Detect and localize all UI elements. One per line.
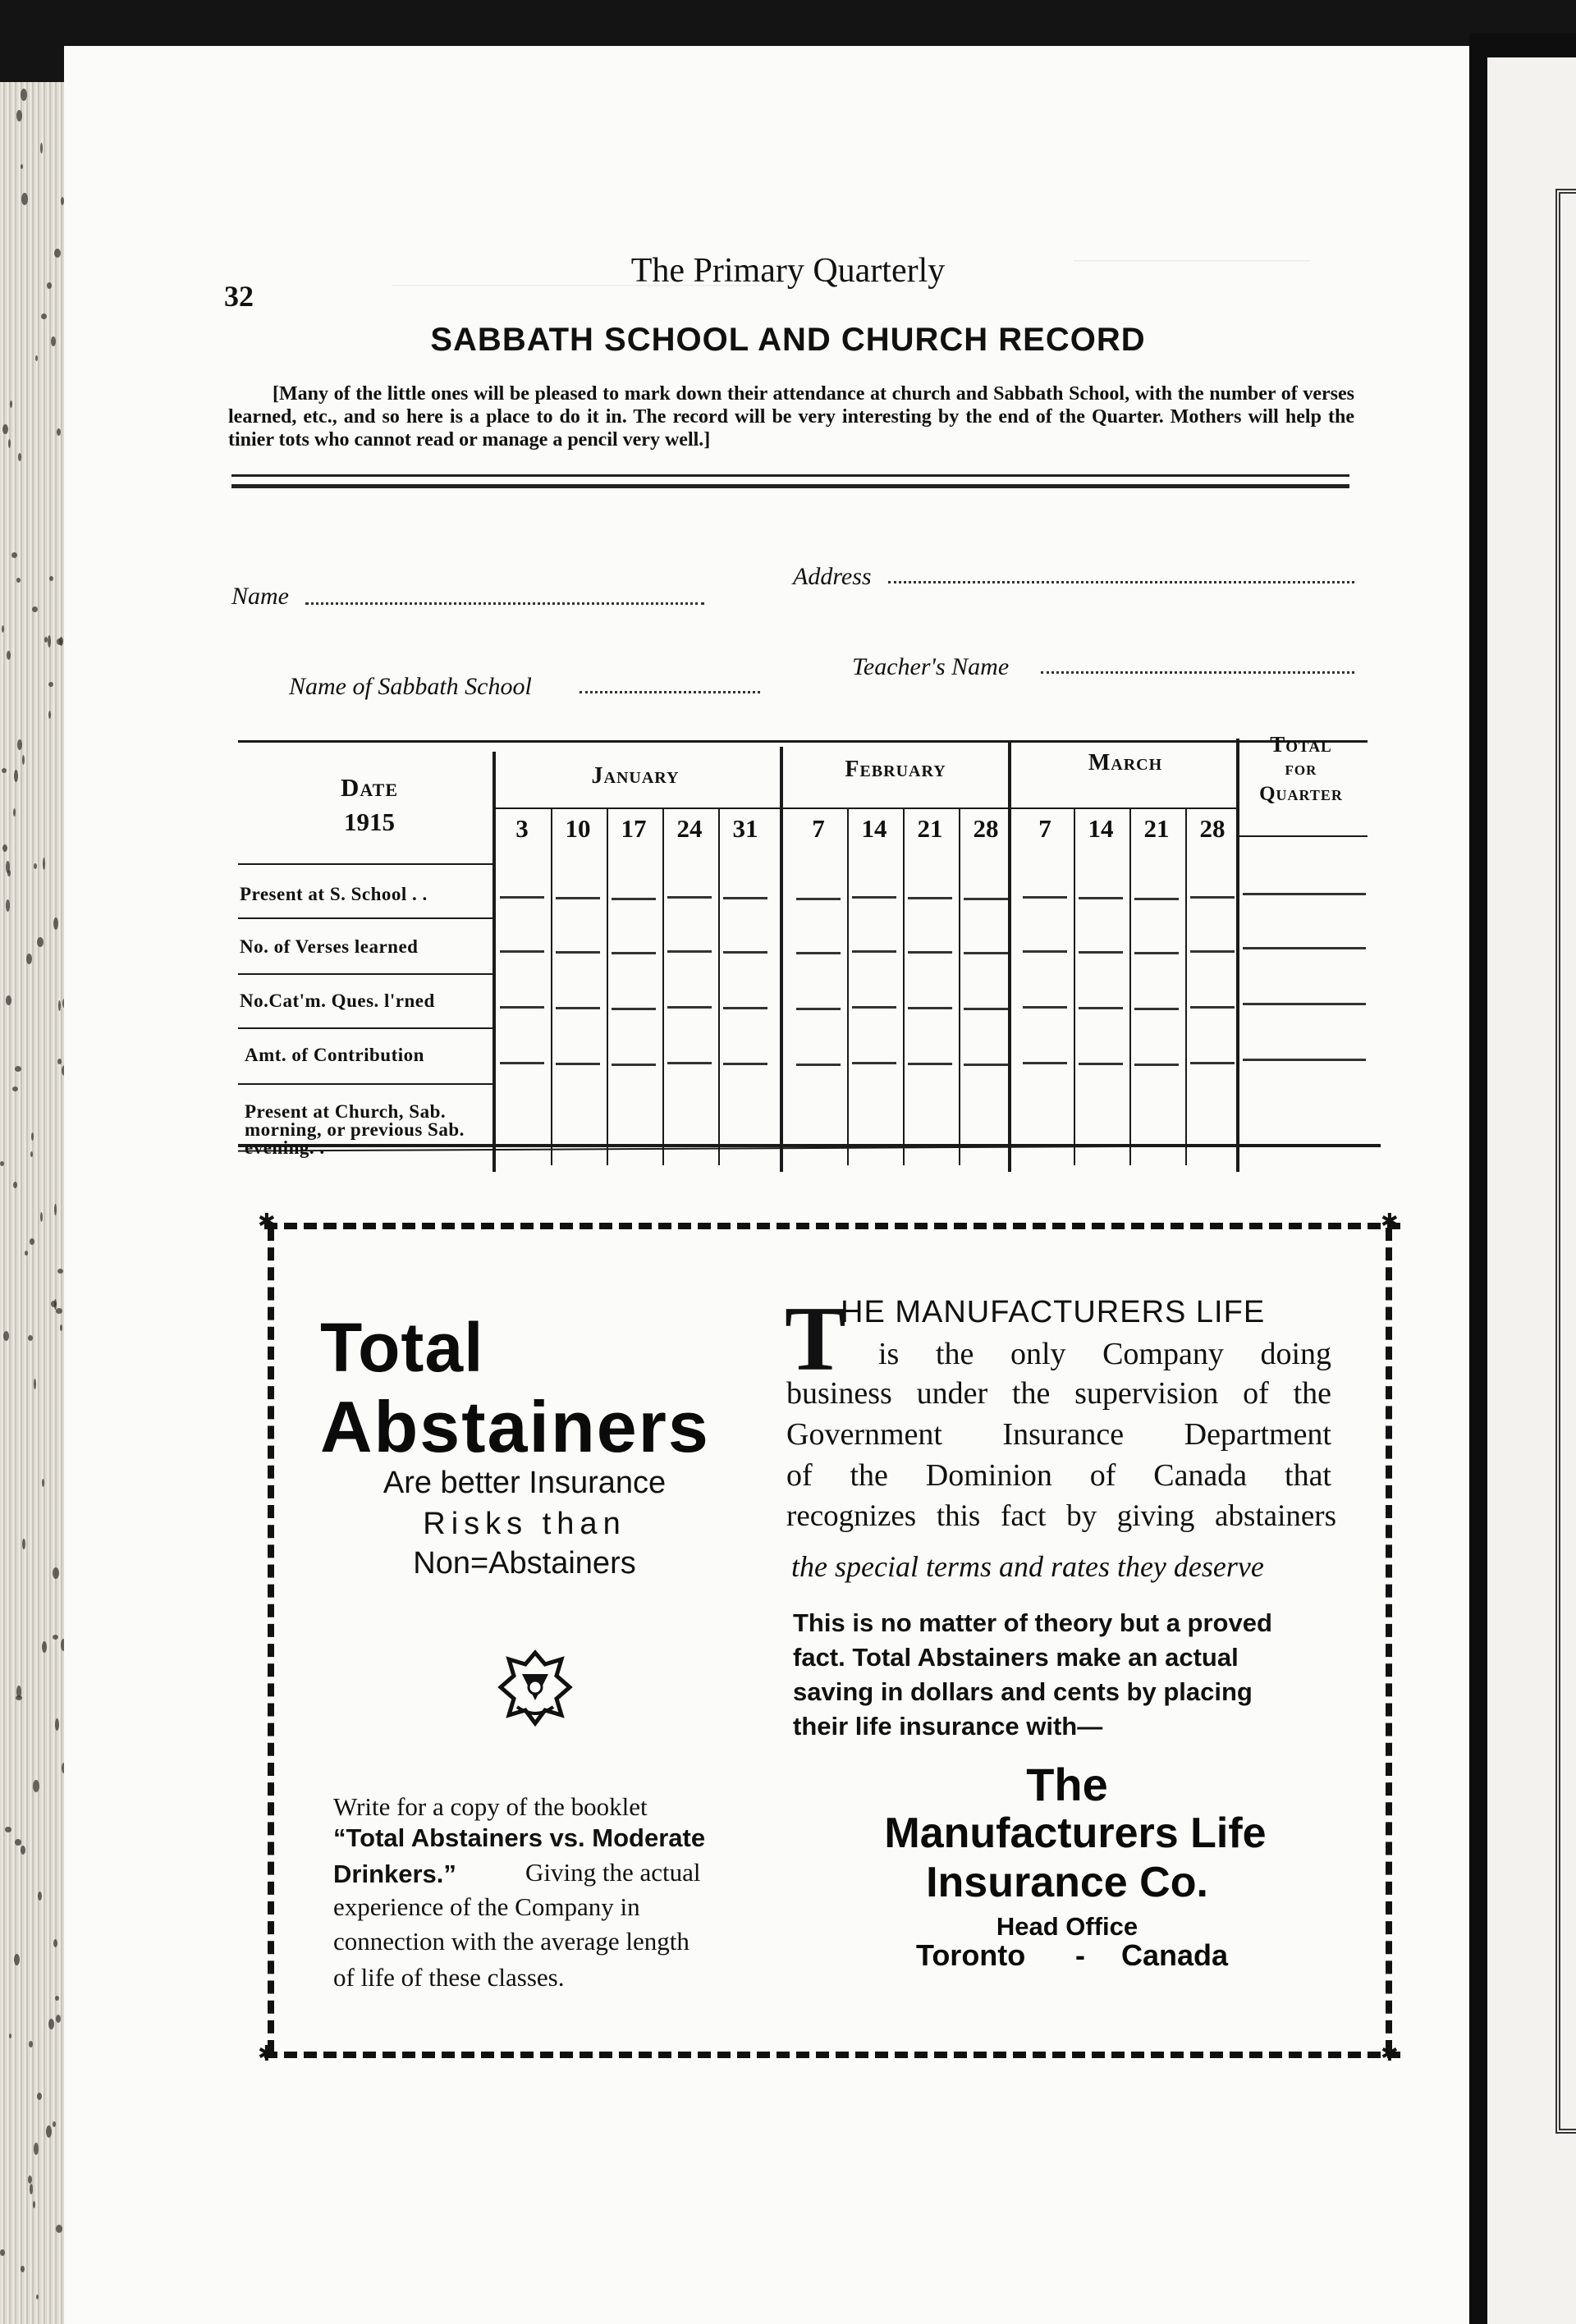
table-top-rule xyxy=(238,740,1368,743)
table-cell[interactable] xyxy=(556,897,600,899)
name-label: Name xyxy=(231,583,289,610)
page-edge-speckle xyxy=(60,1324,62,1331)
page-edge-speckle xyxy=(31,1132,34,1141)
page-edge-speckle xyxy=(6,861,10,873)
page-edge-speckle xyxy=(15,1066,21,1072)
table-cell[interactable] xyxy=(852,896,896,899)
page-edge-speckle xyxy=(18,453,21,461)
day-header: 24 xyxy=(676,814,703,843)
page-edge-speckle xyxy=(53,1635,58,1640)
day-column-rule xyxy=(662,807,664,1165)
page-edge-speckle xyxy=(26,954,32,964)
page-edge-speckle xyxy=(0,2249,5,2256)
page-edge-speckle xyxy=(11,552,17,558)
ad-sub-3: Non=Abstainers xyxy=(413,1546,636,1581)
table-cell[interactable] xyxy=(723,897,767,899)
page-edge-speckle xyxy=(42,1641,47,1653)
ad-sub-2: Risks than xyxy=(423,1507,626,1541)
school-field[interactable] xyxy=(580,679,760,693)
table-cell[interactable] xyxy=(852,950,896,953)
page-edge-speckle xyxy=(36,2294,39,2299)
row-label-church: Present at Church, Sab. morning, or previous Sab. evening. . xyxy=(245,1101,465,1158)
page-edge-speckle xyxy=(38,1892,42,1901)
booklet-line-6: of life of these classes. xyxy=(333,1963,565,1992)
page-edge-speckle xyxy=(53,1939,57,1947)
page-edge-speckle xyxy=(54,1299,57,1310)
day-header: 28 xyxy=(973,814,999,843)
page-edge-speckle xyxy=(48,711,51,719)
page-edge-speckle xyxy=(49,576,53,581)
day-column-rule xyxy=(607,807,608,1165)
body-line-6: recognizes this fact by giving abstainers xyxy=(786,1499,1336,1533)
booklet-line-3b: Giving the actual xyxy=(525,1858,701,1887)
page-edge-speckle xyxy=(9,2034,11,2038)
page-edge-speckle xyxy=(21,89,27,101)
day-header: 14 xyxy=(1088,814,1114,843)
month-february: February xyxy=(845,757,946,782)
table-cell[interactable] xyxy=(723,1063,767,1065)
page-number: 32 xyxy=(224,280,254,313)
page-edge-speckle xyxy=(48,682,53,687)
ad-border-bottom xyxy=(264,2052,1400,2058)
day-header: 3 xyxy=(515,814,529,843)
table-cell[interactable] xyxy=(500,1062,544,1064)
teacher-field[interactable] xyxy=(1041,660,1354,674)
page-edge-speckle xyxy=(40,143,43,153)
day-column-rule xyxy=(718,807,720,1165)
page-edge-speckle xyxy=(21,1846,25,1855)
office-country: Canada xyxy=(1121,1938,1229,1972)
page-edge-speckle xyxy=(8,439,11,448)
body-line-5: of the Dominion of Canada that xyxy=(786,1458,1331,1493)
page-edge-speckle xyxy=(54,1204,57,1215)
page-edge-speckle xyxy=(2,844,7,852)
booklet-line-2: “Total Abstainers vs. Moderate xyxy=(333,1823,706,1852)
day-header: 7 xyxy=(1038,814,1051,843)
day-header: 7 xyxy=(812,814,825,843)
table-cell[interactable] xyxy=(796,1064,841,1066)
page-edge-speckle xyxy=(44,637,48,643)
month-name-rule xyxy=(492,807,1236,809)
page-edge-speckle xyxy=(16,110,22,121)
total-cell[interactable] xyxy=(1243,893,1366,895)
table-cell[interactable] xyxy=(1134,1008,1179,1010)
total-header-quarter: Quarter xyxy=(1259,783,1343,805)
page-edge-speckle xyxy=(13,1182,17,1188)
day-header: 21 xyxy=(1143,814,1170,843)
day-header: 17 xyxy=(621,814,647,843)
page-edge-speckle xyxy=(15,1839,21,1846)
office-city: Toronto xyxy=(916,1938,1026,1972)
table-cell[interactable] xyxy=(556,951,600,954)
page-edge-speckle xyxy=(25,1251,28,1256)
page-edge-speckle xyxy=(46,2125,52,2138)
page-edge-speckle xyxy=(14,1954,20,1965)
table-cell[interactable] xyxy=(1134,898,1179,900)
table-cell[interactable] xyxy=(1079,897,1123,899)
table-cell[interactable] xyxy=(667,896,712,899)
row-rule xyxy=(238,973,492,975)
page-edge-speckle xyxy=(56,1308,62,1314)
bold-line-2: fact. Total Abstainers make an actual xyxy=(793,1643,1239,1672)
table-cell[interactable] xyxy=(908,1063,952,1065)
bleed-through-text: —————————————— xyxy=(392,268,760,297)
page-edge-speckle xyxy=(56,2015,61,2023)
page-edge-speckle xyxy=(30,2184,33,2194)
page-edge-speckle xyxy=(6,995,11,1005)
page-edge-speckle xyxy=(33,1780,39,1792)
page-edge-speckle xyxy=(22,1539,25,1549)
year-header: 1915 xyxy=(344,807,395,836)
day-column-rule xyxy=(1185,807,1187,1165)
page-edge-speckle xyxy=(16,1686,21,1698)
record-intro xyxy=(228,382,1354,451)
day-header: 21 xyxy=(917,814,943,843)
page-edge-speckle xyxy=(7,651,11,660)
page-edge-speckle xyxy=(57,638,62,645)
name-field[interactable] xyxy=(305,591,704,605)
table-cell[interactable] xyxy=(667,950,712,953)
row-rule xyxy=(238,1083,492,1085)
row-label-present-school: Present at S. School . . xyxy=(240,884,428,904)
intro-paragraph: [Many of the little ones will be pleased to mark down their attendance at church and Sabbath School, with the number of verses learned, etc., and so here is a place to do it in. The record will be very interesting by the end of the Quarter. Mothers will help the tinier tots who cannot read or manage a pencil very well.] xyxy=(228,383,1354,451)
page-edge-speckle xyxy=(10,400,12,408)
total-cell[interactable] xyxy=(1243,1003,1366,1005)
booklet-line-1: Write for a copy of the booklet xyxy=(333,1792,648,1821)
table-cell[interactable] xyxy=(556,1063,600,1065)
month-march: March xyxy=(1088,750,1163,775)
page-edge-speckle xyxy=(34,2143,39,2155)
body-line-2: is the only Company doing xyxy=(878,1337,1331,1371)
day-column-rule xyxy=(1129,807,1131,1165)
ad-headline-total: Total xyxy=(320,1309,484,1386)
header-row-rule xyxy=(238,863,492,865)
month-separator xyxy=(1008,742,1011,1172)
table-cell[interactable] xyxy=(723,951,767,954)
table-cell[interactable] xyxy=(1079,951,1123,954)
day-column-rule xyxy=(903,807,905,1165)
page-edge-speckle xyxy=(40,1212,43,1222)
page-edge-speckle xyxy=(21,193,28,205)
table-cell[interactable] xyxy=(500,896,544,899)
page-edge-speckle xyxy=(53,917,58,930)
day-header: 10 xyxy=(565,814,591,843)
bold-line-4: their life insurance with— xyxy=(793,1712,1103,1741)
table-cell[interactable] xyxy=(1190,1006,1235,1009)
total-cell[interactable] xyxy=(1243,947,1366,949)
table-cell[interactable] xyxy=(1023,896,1067,899)
booklet-line-3: Drinkers.” xyxy=(333,1860,456,1888)
table-cell[interactable] xyxy=(964,952,1008,954)
table-cell[interactable] xyxy=(500,950,544,953)
table-cell[interactable] xyxy=(852,1062,896,1064)
bold-line-1: This is no matter of theory but a proved xyxy=(793,1608,1272,1637)
table-cell[interactable] xyxy=(1023,1006,1067,1009)
table-cell[interactable] xyxy=(612,1064,656,1066)
page-edge-speckle xyxy=(48,2019,54,2029)
company-name: Manufacturers Life xyxy=(884,1809,1267,1857)
bold-line-3: saving in dollars and cents by placing xyxy=(793,1677,1253,1706)
table-cell[interactable] xyxy=(852,1006,896,1009)
page-edge-speckle xyxy=(41,313,47,319)
table-cell[interactable] xyxy=(964,1008,1008,1010)
page-edge-speckle xyxy=(55,1996,59,2001)
page-edge-speckle xyxy=(28,2175,32,2184)
corner-ornament-icon: ✱ xyxy=(258,2042,276,2066)
table-cell[interactable] xyxy=(796,1008,841,1010)
booklet-line-5: connection with the average length xyxy=(333,1927,690,1956)
page-edge-speckle xyxy=(30,1238,34,1245)
table-cell[interactable] xyxy=(667,1062,712,1064)
table-cell[interactable] xyxy=(908,897,952,899)
table-cell[interactable] xyxy=(1023,950,1067,953)
day-column-rule xyxy=(1074,807,1075,1165)
ad-border-right xyxy=(1386,1228,1392,2053)
page-edge-speckle xyxy=(12,1087,18,1091)
page-edge-speckle xyxy=(37,937,44,947)
page-edge-speckle xyxy=(28,1335,33,1341)
total-cell[interactable] xyxy=(1243,1059,1366,1061)
bleed-through-text: ————————— xyxy=(1074,243,1310,272)
ad-headline-abstainers: Abstainers xyxy=(320,1386,710,1467)
table-cell[interactable] xyxy=(964,1064,1008,1066)
facing-page-border xyxy=(1555,189,1576,2134)
page-edge-speckle xyxy=(22,755,25,765)
page-edge-speckle xyxy=(42,1479,44,1487)
table-cell[interactable] xyxy=(796,952,841,954)
table-cell[interactable] xyxy=(1190,896,1235,899)
address-field[interactable] xyxy=(888,570,1354,583)
double-rule xyxy=(231,474,1349,477)
row-label-catechism: No.Cat'm. Ques. l'rned xyxy=(240,990,435,1011)
page-edge-speckle xyxy=(33,2201,35,2208)
day-header: 31 xyxy=(732,814,758,843)
row-rule xyxy=(238,917,492,919)
head-office-label: Head Office xyxy=(996,1912,1138,1941)
record-title: SABBATH SCHOOL AND CHURCH RECORD xyxy=(430,322,1146,358)
table-cell[interactable] xyxy=(1079,1007,1123,1009)
body-line-3: business under the supervision of the xyxy=(786,1376,1331,1411)
page-edge-speckle xyxy=(56,2225,62,2233)
corner-ornament-icon: ✱ xyxy=(258,1210,276,1233)
page-edge-speckle xyxy=(2,424,8,434)
page-edge-speckle xyxy=(2,625,4,633)
table-cell[interactable] xyxy=(500,1006,544,1009)
page-edge-speckle xyxy=(16,578,21,583)
page-edge-speckle xyxy=(6,899,10,912)
page-edge-speckle xyxy=(30,1151,33,1157)
body-line-1: HE MANUFACTURERS LIFE xyxy=(841,1295,1266,1329)
row-label-verses: No. of Verses learned xyxy=(240,936,419,957)
table-cell[interactable] xyxy=(556,1007,600,1009)
company-the: The xyxy=(1026,1759,1108,1810)
teacher-label: Teacher's Name xyxy=(852,653,1010,680)
day-header: 14 xyxy=(861,814,887,843)
page-edge-speckle xyxy=(2,768,7,773)
page-edge-speckle xyxy=(53,1567,59,1579)
day-header: 28 xyxy=(1199,814,1226,843)
page-edge-speckle xyxy=(34,1379,36,1389)
body-line-4: Government Insurance Department xyxy=(786,1417,1331,1452)
day-column-rule xyxy=(551,807,552,1165)
corner-ornament-icon: ✱ xyxy=(1381,2042,1399,2066)
page-edge-speckle xyxy=(0,1161,4,1166)
page-edge-speckle xyxy=(29,2041,33,2047)
table-cell[interactable] xyxy=(908,951,952,954)
school-label: Name of Sabbath School xyxy=(289,673,532,700)
page-edge-speckle xyxy=(57,428,61,436)
month-separator xyxy=(1236,739,1239,1172)
table-cell[interactable] xyxy=(1134,1064,1179,1066)
address-label: Address xyxy=(793,563,872,590)
total-header-for: for xyxy=(1285,758,1317,780)
table-cell[interactable] xyxy=(723,1007,767,1009)
page-edge-speckle xyxy=(34,863,37,869)
ad-border-left xyxy=(268,1228,274,2053)
row-rule xyxy=(238,1027,492,1029)
office-dash: - xyxy=(1075,1938,1085,1972)
month-january: January xyxy=(591,763,680,789)
table-cell[interactable] xyxy=(1190,950,1235,953)
page-edge-speckle xyxy=(3,1331,9,1341)
table-cell[interactable] xyxy=(1134,952,1179,954)
page-edge-speckle xyxy=(57,1059,62,1064)
page-edge-speckle xyxy=(32,606,38,612)
total-header: Total xyxy=(1270,732,1332,757)
booklet-line-4: experience of the Company in xyxy=(333,1892,640,1921)
page-edge-speckle xyxy=(37,2093,42,2100)
table-cell[interactable] xyxy=(1023,1062,1067,1064)
page-edge-speckle xyxy=(13,808,16,817)
table-cell[interactable] xyxy=(667,1006,712,1009)
company-name-2: Insurance Co. xyxy=(926,1859,1208,1906)
day-column-rule xyxy=(847,807,849,1165)
table-cell[interactable] xyxy=(1190,1062,1235,1064)
table-cell[interactable] xyxy=(796,898,841,900)
day-column-rule xyxy=(959,807,960,1165)
month-separator xyxy=(780,747,783,1172)
total-header-rule xyxy=(1239,835,1368,837)
page-edge-speckle xyxy=(53,2121,56,2127)
page-edge-speckle xyxy=(43,858,45,870)
page-edge-speckle xyxy=(21,164,23,169)
ornament-emblem-icon xyxy=(497,1649,573,1727)
table-cell[interactable] xyxy=(964,898,1008,900)
page-edge-speckle xyxy=(5,1827,11,1832)
table-cell[interactable] xyxy=(612,1008,656,1010)
page-edge-speckle xyxy=(21,2266,25,2272)
ad-border-top xyxy=(264,1223,1400,1229)
table-cell[interactable] xyxy=(612,898,656,900)
page-edge-speckle xyxy=(57,1269,63,1274)
page-edge-speckle xyxy=(58,1000,61,1011)
table-cell[interactable] xyxy=(612,952,656,954)
row-label-contribution: Amt. of Contribution xyxy=(245,1045,424,1065)
corner-ornament-icon: ✱ xyxy=(1381,1210,1399,1233)
ad-sub-1: Are better Insurance xyxy=(383,1466,667,1500)
page-edge-speckle xyxy=(14,770,18,782)
date-header: Date xyxy=(341,773,398,802)
table-cell[interactable] xyxy=(1079,1063,1123,1065)
running-head: The Primary Quarterly xyxy=(630,252,946,290)
double-rule xyxy=(231,484,1349,488)
page-edge-speckle xyxy=(17,739,22,750)
page-edge-speckle xyxy=(48,635,51,647)
table-cell[interactable] xyxy=(908,1007,952,1009)
body-line-7: the special terms and rates they deserve xyxy=(791,1550,1264,1583)
page-edge-speckle xyxy=(55,1718,59,1731)
dropcap: T xyxy=(785,1288,846,1390)
